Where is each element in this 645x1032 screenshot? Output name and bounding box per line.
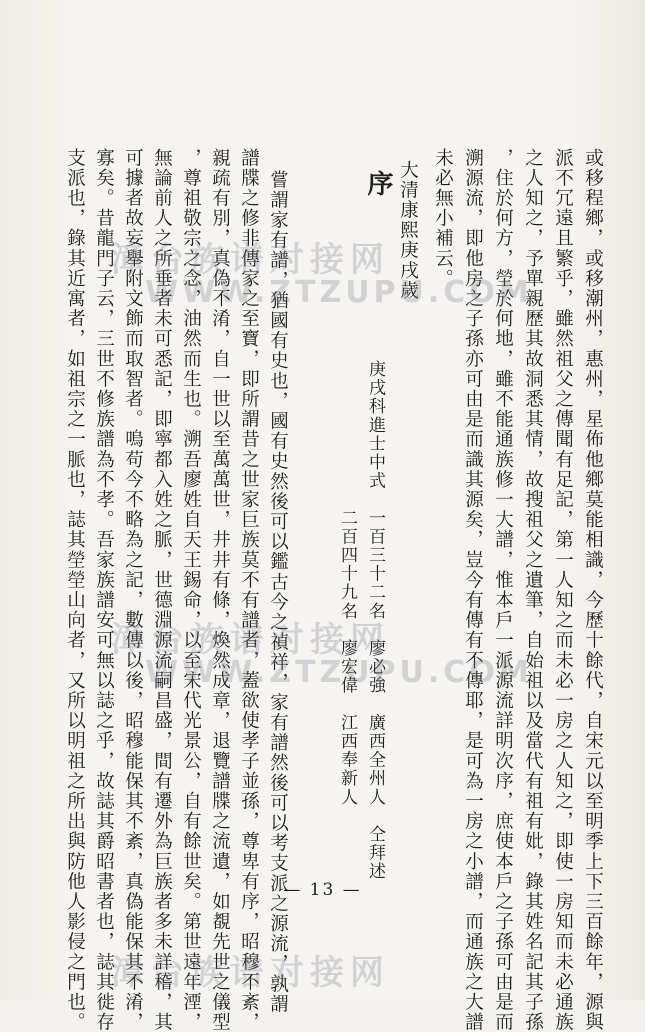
preface-right-col-3: 之人知之，予單親歷其故洞悉其情，故搜祖父之遺筆，自始祖以及當代有祖有妣，錄其姓名記其子孫	[522, 148, 544, 1032]
watermark-url: WWW.ZTZUPU.COM	[145, 275, 533, 310]
page-number: — 13 —	[283, 880, 362, 900]
preface-right-col-1: 或移程鄉，或移潮州，惠州，星佈他鄉莫能相識，今歷十餘代，自宋元以至明季上下三百餘年，源與	[582, 148, 604, 1032]
dateline: 大清康熙庚戌歲	[397, 160, 419, 301]
signature-line-1: 庚戌科進士中式 一百三十二名 廖必強 廣西全州人 仝拜述	[365, 360, 385, 881]
preface-main-col-4: ，尊祖敬宗之念，油然而生也。溯吾廖姓自天王錫命，以至宋代光景公，自有餘世矣。第世遠年湮，	[180, 148, 202, 1032]
watermark-text: 漳台族谱对接网	[110, 240, 390, 280]
preface-right-col-2: 派不冗遠且繁乎，雖然祖父之傳聞有足記，第一人知之而未必一房之人知之，即使一房知而未必通族	[552, 148, 574, 1032]
preface-main-col-1: 嘗謂家有譜，猶國有史也，國有史然後可以鑑古今之禎祥，家有譜然後可以考支派之源流，孰謂	[267, 170, 289, 1015]
preface-main-col-3: 親疏有別，真偽不淆，自一世以至萬萬世，井井有條，煥然成章，退覽譜牒之流遺，如覩先世之儀型	[209, 148, 231, 1032]
watermark-text: 漳台族谱对接网	[110, 620, 390, 660]
preface-main-col-5: 無論前人之所垂者未可悉記，即寧都入姓之脈，世德淵源流嗣昌盛，間有遷外為巨族者多未詳稽，其	[151, 148, 173, 1032]
preface-main-col-6: 可據者故妄舉附文飾而取智者。嗚苟今不略為之記，數傳以後，昭穆能保其不紊，真偽能保其不淆，	[122, 148, 144, 1032]
signature-line-2: 二百四十九名 廖宏偉 江西奉新人	[337, 360, 357, 807]
preface-main-col-8: 支派也，錄其近寓者，如祖宗之一脈也，誌其塋塋山向者，又所以明祖之所出與防他人影侵之門也。	[64, 148, 86, 1032]
preface-right-col-4: ，住於何方，塋於何地，雖不能通族修一大譜，惟本戶一派源流詳明次序，庶使本戶之子孫可由是而	[492, 148, 514, 1032]
watermark-url: WWW.ZTZUPU.COM	[145, 655, 533, 690]
preface-right-col-5: 溯源流，即他房之子孫亦可由是而識其源矣，豈今有傳有不傳耶，是可為一房之小譜，而通族之大譜	[462, 148, 484, 1032]
page-heading: 序	[363, 170, 393, 202]
watermark-text: 漳台族谱对接网	[110, 953, 390, 993]
preface-main-col-7: 寡矣。昔龍門子云，三世不修族譜為不孝。吾家族譜安可無以誌之乎，故誌其爵昭書者也，誌其徙存	[93, 148, 115, 1032]
preface-main-col-2: 譜牒之修非傳家之至寶，即所謂昔之世家巨族莫不有譜者，蓋欲使孝子並孫，尊卑有序，昭穆不紊，	[238, 148, 260, 1032]
preface-right-col-6: 未必無小補云。	[432, 148, 454, 289]
